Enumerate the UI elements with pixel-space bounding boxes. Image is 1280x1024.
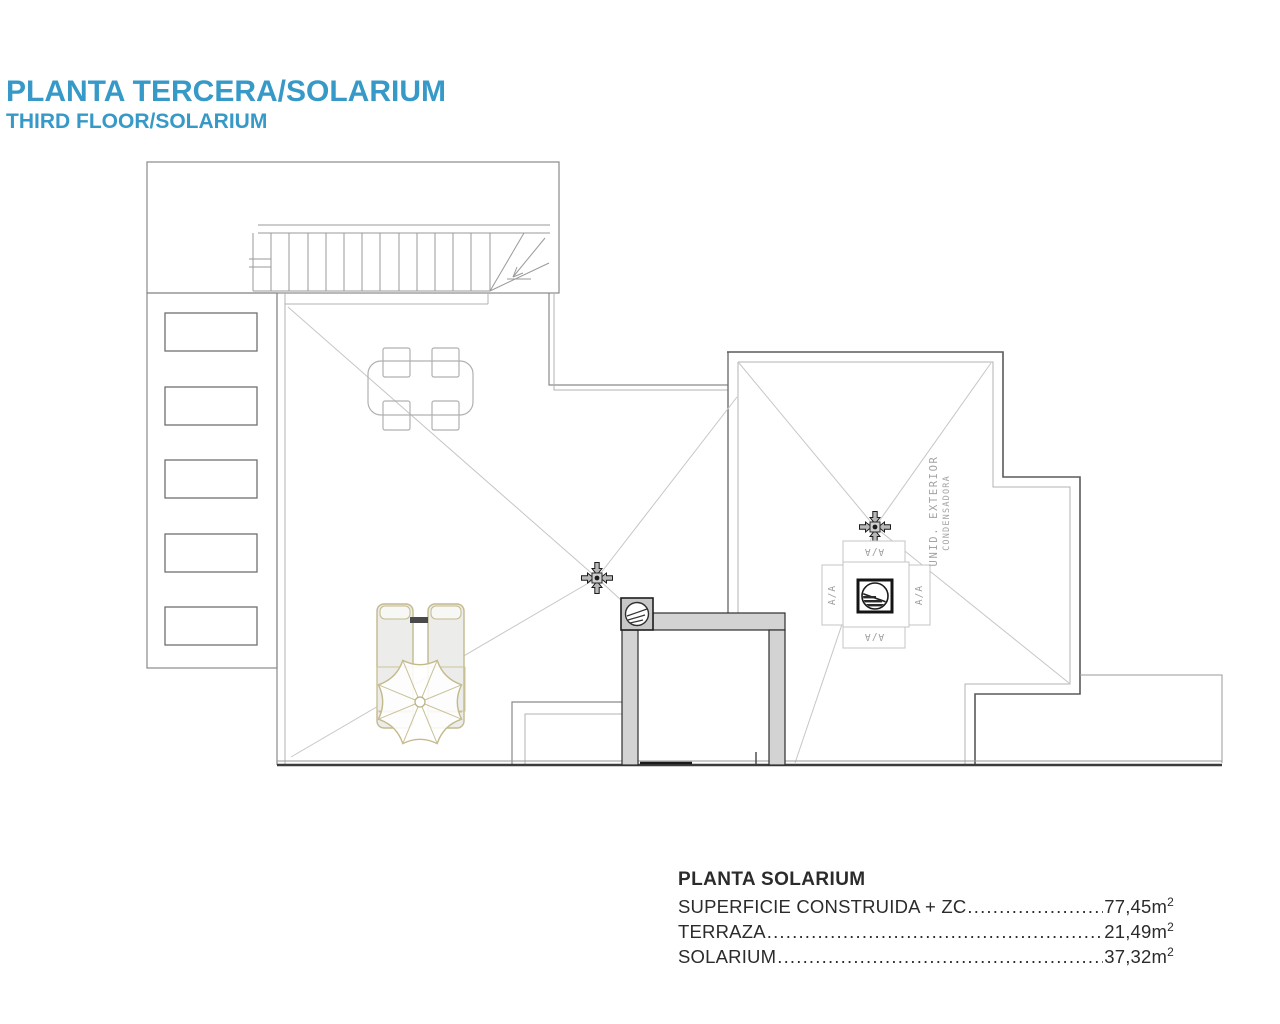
row-value-text: 77,45m [1104, 896, 1168, 917]
dot-leader [767, 921, 1103, 943]
roof-drain-right-icon [860, 512, 891, 543]
row-value-text: 21,49m [1104, 921, 1168, 942]
vent-pipe-icon [621, 598, 653, 630]
row-value-sup: 2 [1167, 894, 1174, 909]
summary-row-construida [678, 896, 1174, 921]
aa-label-bottom: A/A [863, 631, 885, 642]
aa-label-left: A/A [827, 584, 838, 606]
elevator-shaft [621, 598, 785, 765]
row-label: SOLARIUM [678, 946, 777, 967]
row-value [1104, 896, 1174, 918]
ac-condenser-unit [822, 456, 952, 648]
window-strip [165, 313, 257, 645]
aa-label-right: A/A [914, 584, 925, 606]
row-label: TERRAZA [678, 921, 766, 942]
condenser-fan-icon [858, 580, 892, 612]
row-value [1104, 921, 1174, 943]
terrace-step-right [1080, 675, 1222, 763]
row-value-text: 37,32m [1104, 946, 1168, 967]
side-table [410, 617, 428, 623]
condenser-label-line1: UNID. EXTERIOR [928, 455, 940, 567]
row-value-sup: 2 [1167, 944, 1174, 959]
row-value [1104, 946, 1174, 968]
terrace-walls [277, 293, 738, 765]
dot-leader [777, 946, 1103, 968]
roof-drain-left-icon [582, 563, 613, 594]
summary-title: PLANTA SOLARIUM [678, 869, 866, 890]
summary-row-solarium [678, 946, 1174, 971]
terrace-step-left [512, 702, 622, 765]
area-summary [678, 869, 1174, 971]
row-value-sup: 2 [1167, 919, 1174, 934]
condenser-label-line2: CONDENSADORA [942, 475, 952, 551]
page-subtitle: THIRD FLOOR/SOLARIUM [6, 109, 268, 133]
staircase [249, 225, 550, 291]
aa-label-top: A/A [863, 546, 885, 557]
summary-row-terraza [678, 921, 1174, 946]
ground-line [277, 761, 1222, 765]
dot-leader [967, 896, 1103, 918]
stair-direction-arrow [507, 238, 545, 279]
row-label: SUPERFICIE CONSTRUIDA + ZC [678, 896, 967, 917]
stair-block-outline [147, 162, 559, 668]
dining-set [368, 348, 473, 430]
condenser-label [928, 456, 952, 567]
page-title: PLANTA TERCERA/SOLARIUM [6, 75, 446, 108]
